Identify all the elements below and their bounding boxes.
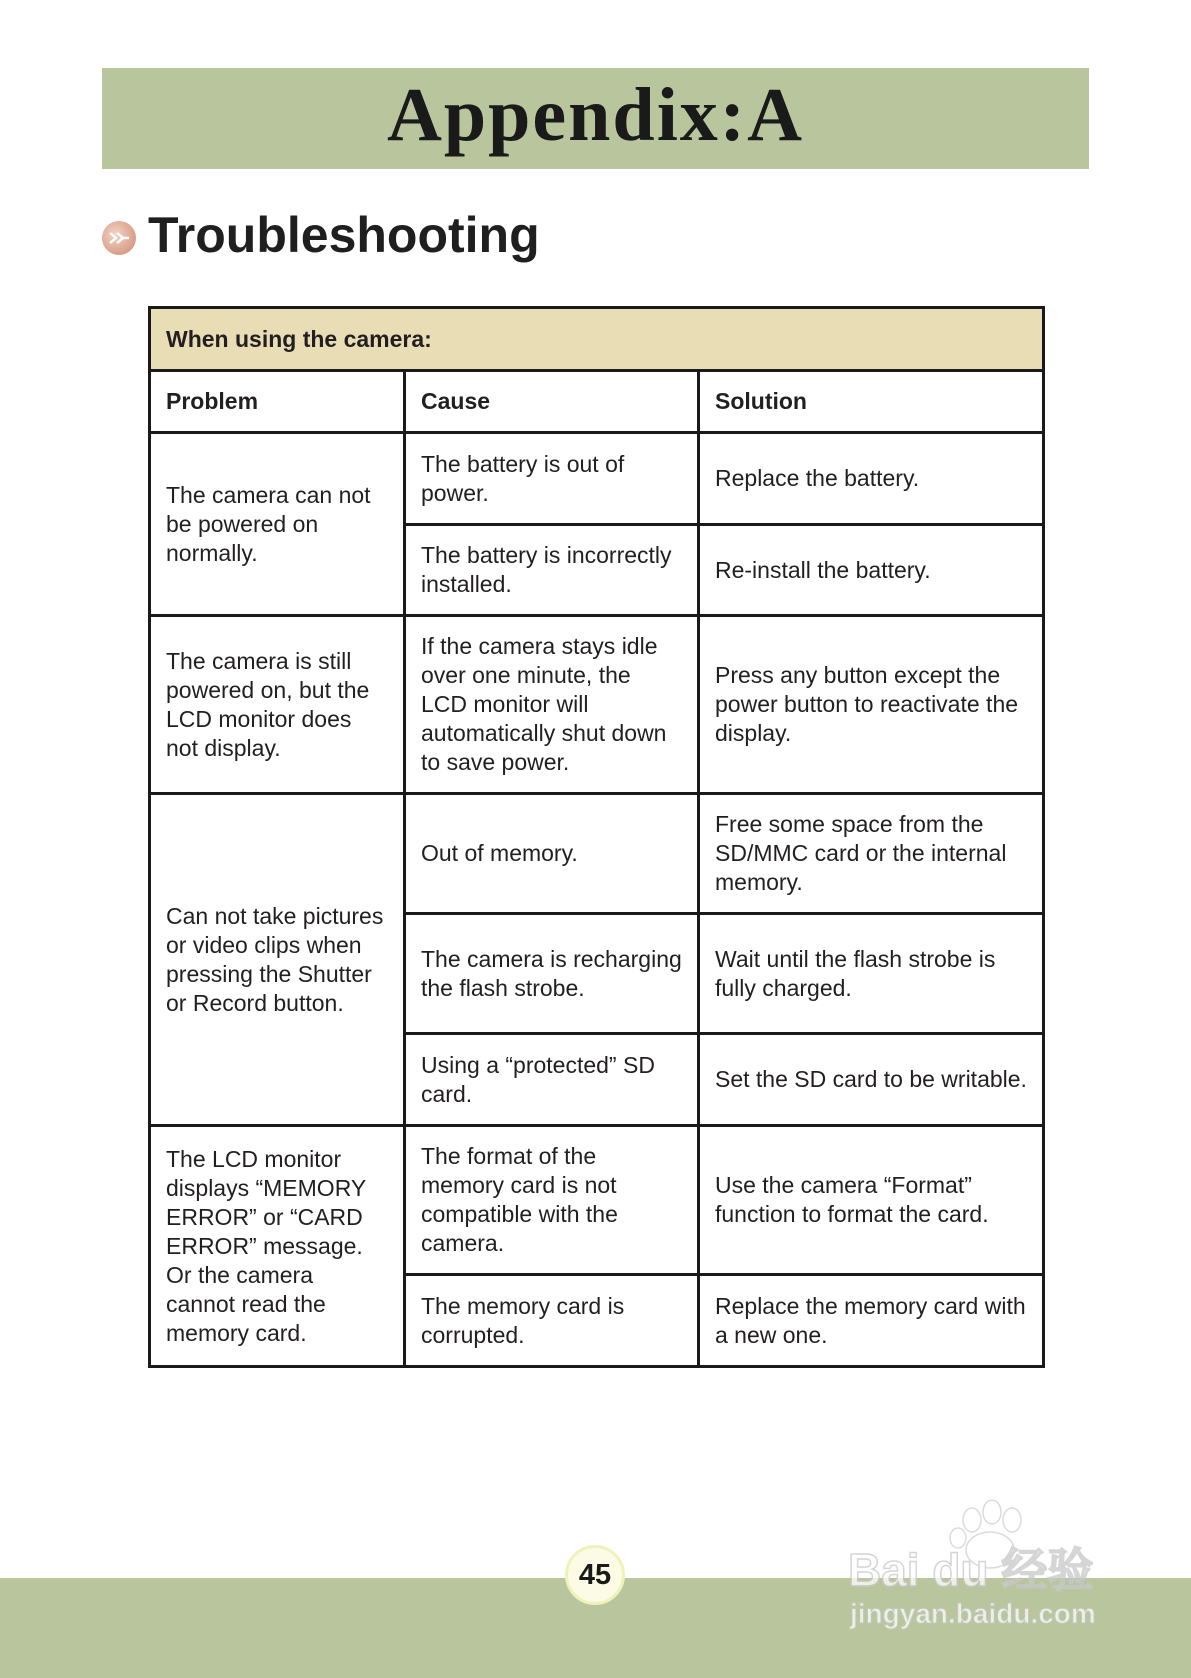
problem-cell: Can not take pictures or video clips when pressing the Shutter or Record button. (150, 794, 405, 1126)
table-banner: When using the camera: (150, 308, 1044, 371)
double-arrow-bullet-icon (102, 221, 136, 255)
cause-cell: If the camera stays idle over one minute, the LCD monitor will automatically shut down to save power. (405, 616, 699, 794)
troubleshooting-table (148, 306, 1045, 1368)
cause-cell: The camera is recharging the flash strobe. (405, 914, 699, 1034)
cause-cell: The memory card is corrupted. (405, 1275, 699, 1367)
solution-cell: Replace the memory card with a new one. (699, 1275, 1044, 1367)
table-row (150, 794, 1044, 914)
watermark-url: jingyan.baidu.com (850, 1598, 1096, 1629)
appendix-header-band (102, 68, 1089, 169)
column-header-solution: Solution (699, 371, 1044, 433)
cause-cell: The format of the memory card is not compatible with the camera. (405, 1126, 699, 1275)
solution-cell: Free some space from the SD/MMC card or the internal memory. (699, 794, 1044, 914)
appendix-title: Appendix:A (387, 73, 804, 157)
solution-cell: Use the camera “Format” function to format the card. (699, 1126, 1044, 1275)
problem-cell: The camera is still powered on, but the LCD monitor does not display. (150, 616, 405, 794)
problem-cell: The camera can not be powered on normally. (150, 433, 405, 616)
column-header-cause: Cause (405, 371, 699, 433)
table-banner-row (150, 308, 1044, 371)
table-header-row (150, 371, 1044, 433)
solution-cell: Set the SD card to be writable. (699, 1034, 1044, 1126)
table-row (150, 616, 1044, 794)
solution-cell: Press any button except the power button to reactivate the display. (699, 616, 1044, 794)
watermark-brand: Bai du 经验 (848, 1544, 1094, 1596)
cause-cell: The battery is out of power. (405, 433, 699, 525)
solution-cell: Replace the battery. (699, 433, 1044, 525)
solution-cell: Wait until the flash strobe is fully charged. (699, 914, 1044, 1034)
cause-cell: Out of memory. (405, 794, 699, 914)
table-row (150, 1126, 1044, 1275)
cause-cell: Using a “protected” SD card. (405, 1034, 699, 1126)
solution-cell: Re-install the battery. (699, 525, 1044, 616)
table-row (150, 433, 1044, 525)
column-header-problem: Problem (150, 371, 405, 433)
baidu-watermark-icon (840, 1498, 1140, 1638)
page-number: 45 (565, 1545, 625, 1605)
section-title: Troubleshooting (148, 207, 540, 263)
cause-cell: The battery is incorrectly installed. (405, 525, 699, 616)
problem-cell: The LCD monitor displays “MEMORY ERROR” or “CARD ERROR” message. Or the camera cannot read the memory card. (150, 1126, 405, 1367)
